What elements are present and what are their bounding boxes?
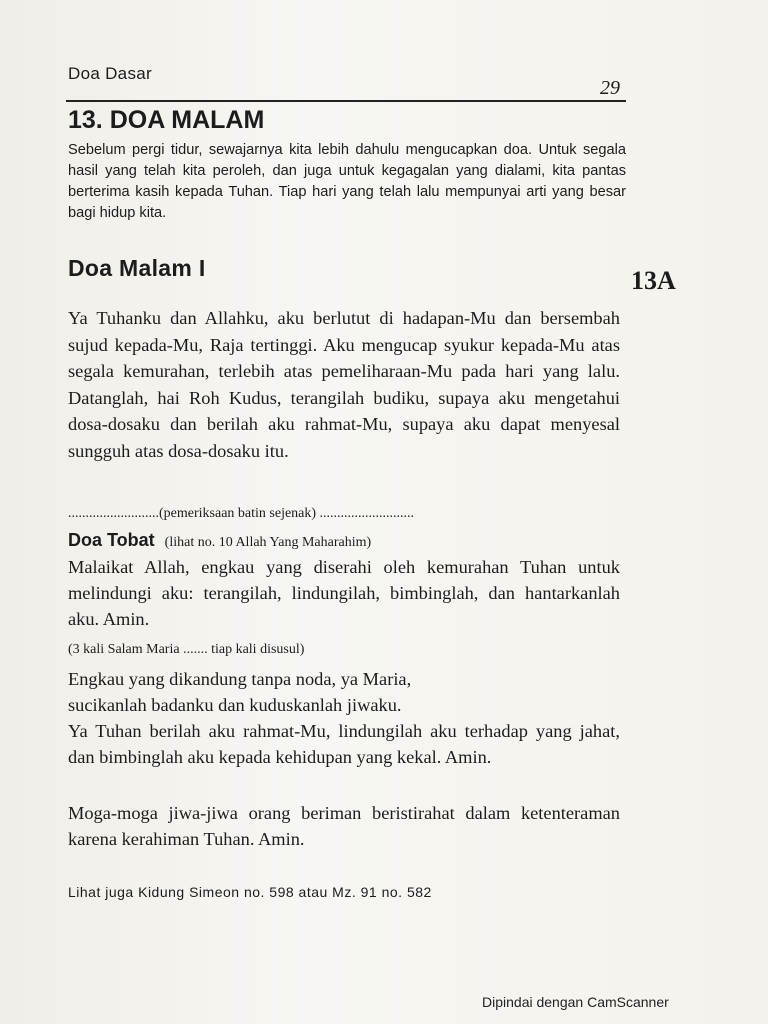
- tobat-reference: (lihat no. 10 Allah Yang Maharahim): [164, 535, 372, 550]
- tobat-heading: [68, 530, 628, 551]
- angel-prayer: Malaikat Allah, engkau yang diserahi oleh kemurahan Tuhan untuk melindungi aku: terangilah, lindungilah, bimbinglah, dan hantarkanlah aku. Amin.: [68, 557, 620, 629]
- header-rule: [66, 100, 626, 102]
- tobat-title: Doa Tobat: [68, 530, 155, 550]
- running-header: Doa Dasar: [68, 64, 152, 83]
- examination-line: ..........................(pemeriksaan batin sejenak) ...........................: [68, 506, 415, 521]
- prayer-number: 13A: [631, 266, 676, 295]
- souls-prayer: Moga-moga jiwa-jiwa orang beriman beristirahat dalam ketenteraman karena kerahiman Tuhan. Amin.: [68, 803, 620, 849]
- see-also-note: Lihat juga Kidung Simeon no. 598 atau Mz. 91 no. 582: [68, 884, 432, 900]
- prayer-text: Ya Tuhanku dan Allahku, aku berlutut di hadapan-Mu dan bersembah sujud kepada-Mu, Raja tertinggi. Aku mengucap syukur kepada-Mu atas segala kemurahan, terlebih atas pemeliharaan-Mu pada hari yang lalu. Datanglah, hai Roh Kudus, terangilah budiku, supaya aku mengetahui dosa-dosaku dan berilah aku rahmat-Mu, supaya aku dapat menyesal sungguh atas dosa-dosaku itu.: [68, 308, 620, 461]
- mary-line-2: sucikanlah badanku dan kuduskanlah jiwaku.: [68, 695, 402, 715]
- mary-line-1: Engkau yang dikandung tanpa noda, ya Maria,: [68, 669, 412, 689]
- page-number: 29: [600, 77, 620, 99]
- scanner-watermark: Dipindai dengan CamScanner: [482, 994, 669, 1010]
- tuhan-prayer: Ya Tuhan berilah aku rahmat-Mu, lindungilah aku terhadap yang jahat, dan bimbinglah aku kepada kehidupan yang kekal. Amin.: [68, 721, 620, 767]
- prayer-title: Doa Malam I: [68, 255, 206, 281]
- section-intro: Sebelum pergi tidur, sewajarnya kita lebih dahulu mengucapkan doa. Untuk segala hasil yang telah kita peroleh, dan juga untuk kegagalan yang dialami, kita pantas berterima kasih kepada Tuhan. Tiap hari yang telah lalu mempunyai arti yang besar bagi hidup kita.: [68, 142, 626, 221]
- salam-maria-note: (3 kali Salam Maria ....... tiap kali disusul): [68, 642, 305, 657]
- section-title: 13. DOA MALAM: [68, 106, 265, 134]
